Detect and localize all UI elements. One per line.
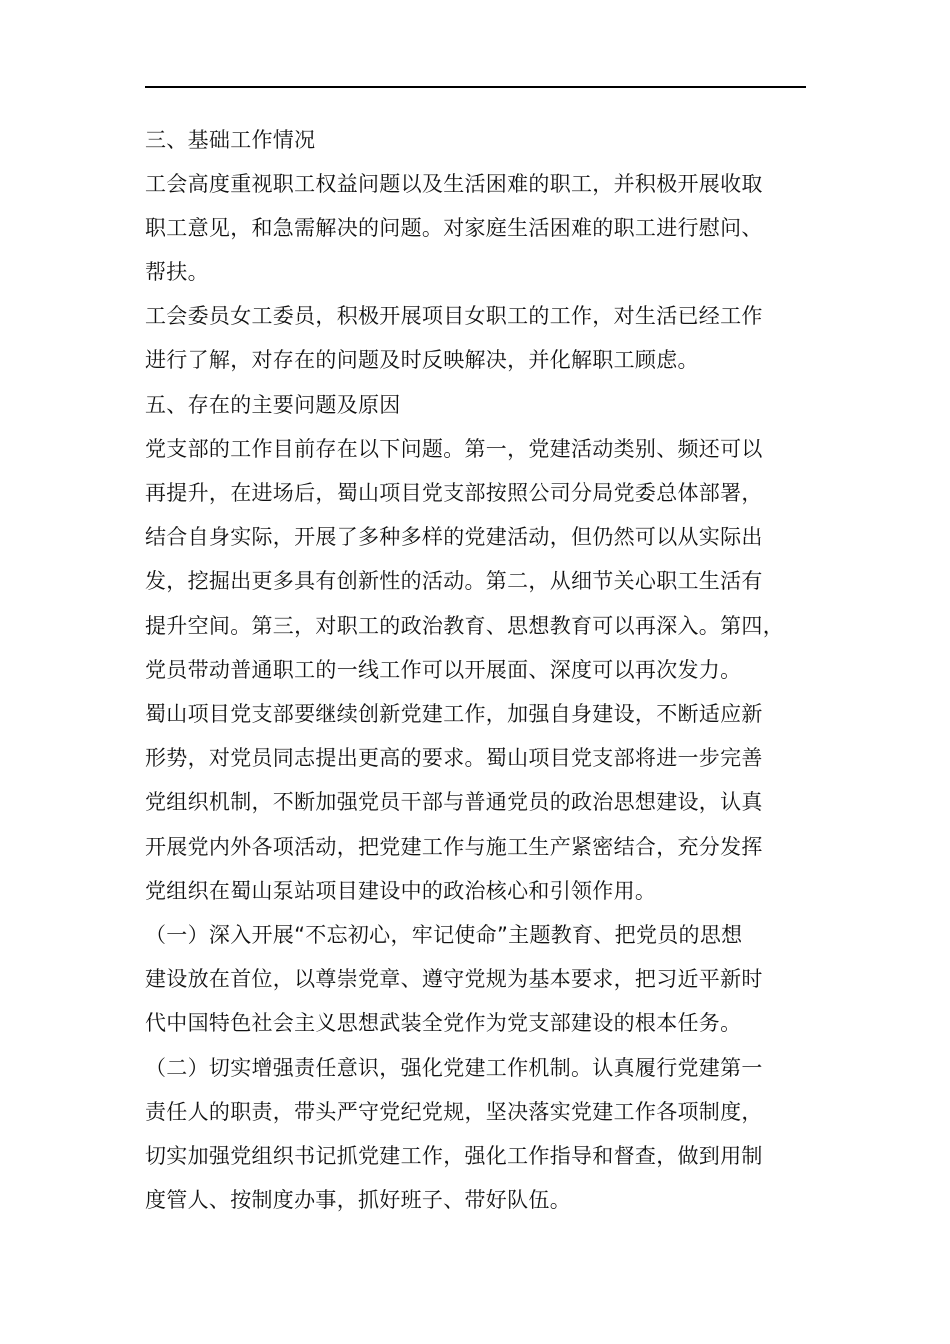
paragraph-line: 党支部的工作目前存在以下问题。第一，党建活动类别、频还可以 <box>145 437 763 461</box>
paragraph-line: 度管人、按制度办事，抓好班子、带好队伍。 <box>145 1188 571 1212</box>
paragraph-line: 发，挖掘出更多具有创新性的活动。第二，从细节关心职工生活有 <box>145 569 763 593</box>
section-heading-problems: 五、存在的主要问题及原因 <box>145 393 401 417</box>
paragraph-line: 建设放在首位，以尊崇党章、遵守党规为基本要求，把习近平新时 <box>145 967 763 991</box>
paragraph-line: 党组织机制，不断加强党员干部与普通党员的政治思想建设，认真 <box>145 790 763 814</box>
paragraph-line: 职工意见，和急需解决的问题。对家庭生活困难的职工进行慰问、 <box>145 216 763 240</box>
section-heading-basic-work: 三、基础工作情况 <box>145 128 316 152</box>
paragraph-line: 工会委员女工委员，积极开展项目女职工的工作，对生活已经工作 <box>145 304 763 328</box>
paragraph-line: 代中国特色社会主义思想武装全党作为党支部建设的根本任务。 <box>145 1011 742 1035</box>
paragraph-line: （二）切实增强责任意识，强化党建工作机制。认真履行党建第一 <box>145 1056 763 1080</box>
paragraph-line: 帮扶。 <box>145 260 209 284</box>
paragraph-line: 党组织在蜀山泵站项目建设中的政治核心和引领作用。 <box>145 879 657 903</box>
paragraph-line: 结合自身实际，开展了多种多样的党建活动，但仍然可以从实际出 <box>145 525 763 549</box>
paragraph-line: （一）深入开展“不忘初心，牢记使命”主题教育、把党员的思想 <box>145 923 743 947</box>
paragraph-line: 开展党内外各项活动，把党建工作与施工生产紧密结合，充分发挥 <box>145 835 763 859</box>
paragraph-line: 党员带动普通职工的一线工作可以开展面、深度可以再次发力。 <box>145 658 742 682</box>
paragraph-line: 蜀山项目党支部要继续创新党建工作，加强自身建设，不断适应新 <box>145 702 763 726</box>
paragraph-line: 责任人的职责，带头严守党纪党规，坚决落实党建工作各项制度， <box>145 1100 763 1124</box>
header-rule <box>145 86 806 88</box>
paragraph-line: 形势，对党员同志提出更高的要求。蜀山项目党支部将进一步完善 <box>145 746 763 770</box>
paragraph-line: 工会高度重视职工权益问题以及生活困难的职工，并积极开展收取 <box>145 172 763 196</box>
paragraph-line: 进行了解，对存在的问题及时反映解决，并化解职工顾虑。 <box>145 348 699 372</box>
paragraph-line: 切实加强党组织书记抓党建工作，强化工作指导和督查，做到用制 <box>145 1144 763 1168</box>
paragraph-line: 提升空间。第三，对职工的政治教育、思想教育可以再深入。第四， <box>145 614 784 638</box>
paragraph-line: 再提升，在进场后，蜀山项目党支部按照公司分局党委总体部署， <box>145 481 763 505</box>
